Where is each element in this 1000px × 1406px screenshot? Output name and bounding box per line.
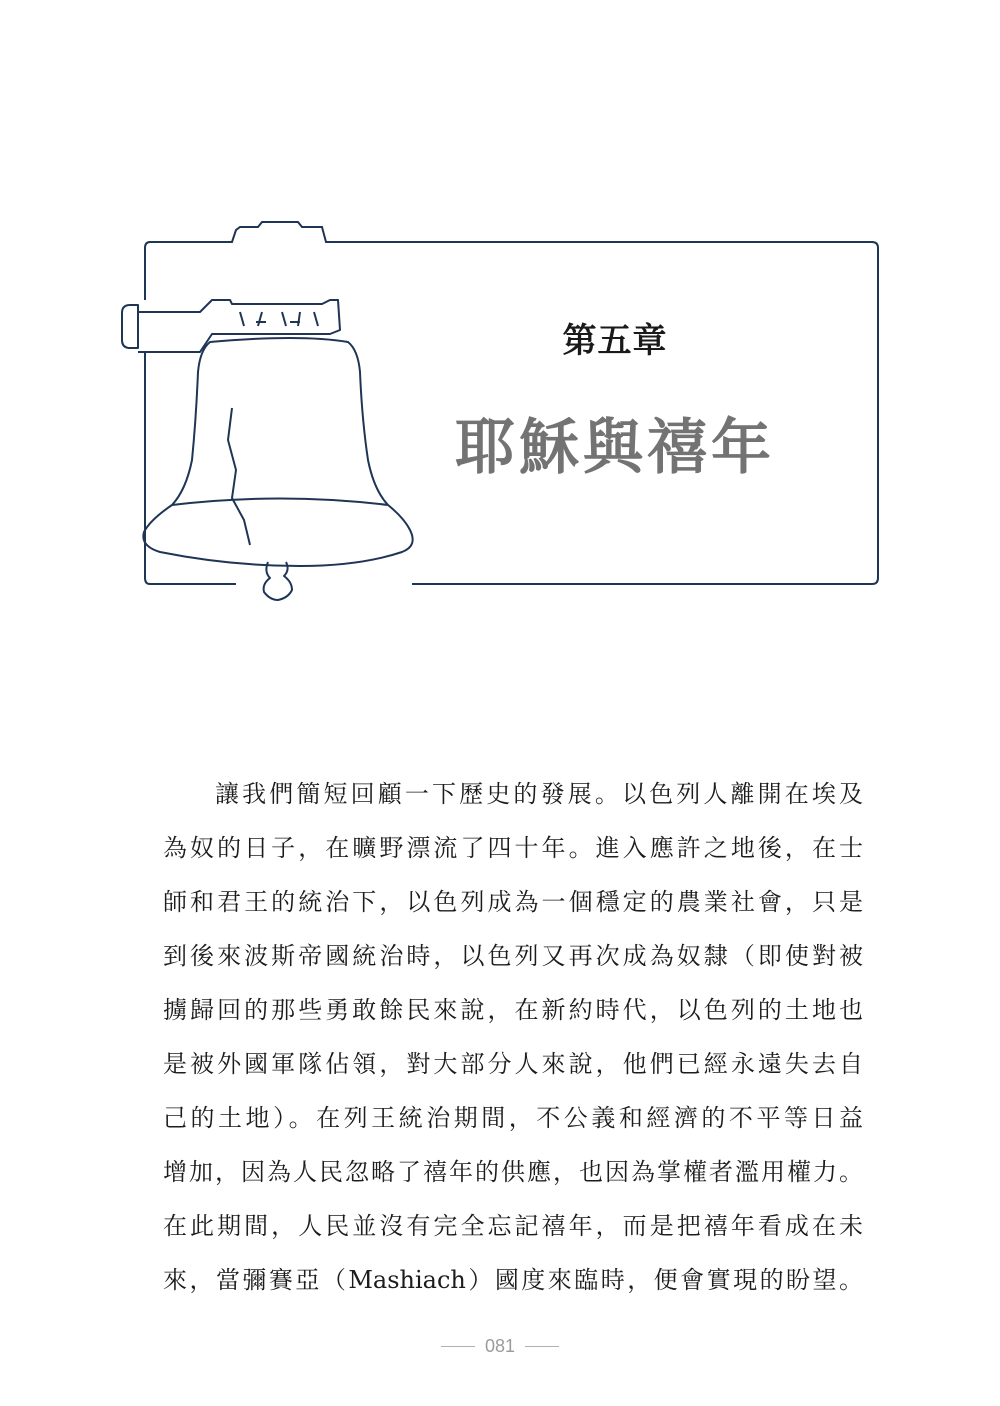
page-number: 081 — [484, 1336, 516, 1356]
body-line: 師和君王的統治下，以色列成為一個穩定的農業社會，只是 — [163, 888, 863, 916]
chapter-number: 第五章 — [562, 321, 668, 361]
liberty-bell-outline-icon — [122, 300, 413, 600]
body-line: 己的土地）。在列王統治期間，不公義和經濟的不平等日益 — [163, 1104, 863, 1132]
body-line: 來，當彌賽亞（Mashiach）國度來臨時，便會實現的盼望。 — [163, 1266, 863, 1294]
body-line: 讓我們簡短回顧一下歷史的發展。以色列人離開在埃及 — [215, 780, 863, 808]
footer-rule-left — [441, 1346, 475, 1347]
body-line: 增加，因為人民忽略了禧年的供應，也因為掌權者濫用權力。 — [163, 1158, 863, 1186]
chapter-title: 耶穌與禧年 — [455, 413, 775, 483]
body-line: 為奴的日子，在曠野漂流了四十年。進入應許之地後，在士 — [163, 834, 863, 862]
body-line: 在此期間，人民並沒有完全忘記禧年，而是把禧年看成在未 — [163, 1212, 863, 1240]
footer-rule-right — [525, 1346, 559, 1347]
body-paragraph — [163, 767, 863, 1307]
body-line: 擄歸回的那些勇敢餘民來說，在新約時代，以色列的土地也 — [163, 996, 863, 1024]
body-line: 是被外國軍隊佔領，對大部分人來說，他們已經永遠失去自 — [163, 1050, 863, 1078]
body-line: 到後來波斯帝國統治時，以色列又再次成為奴隸（即使對被 — [163, 942, 863, 970]
page-footer — [0, 1336, 1000, 1357]
